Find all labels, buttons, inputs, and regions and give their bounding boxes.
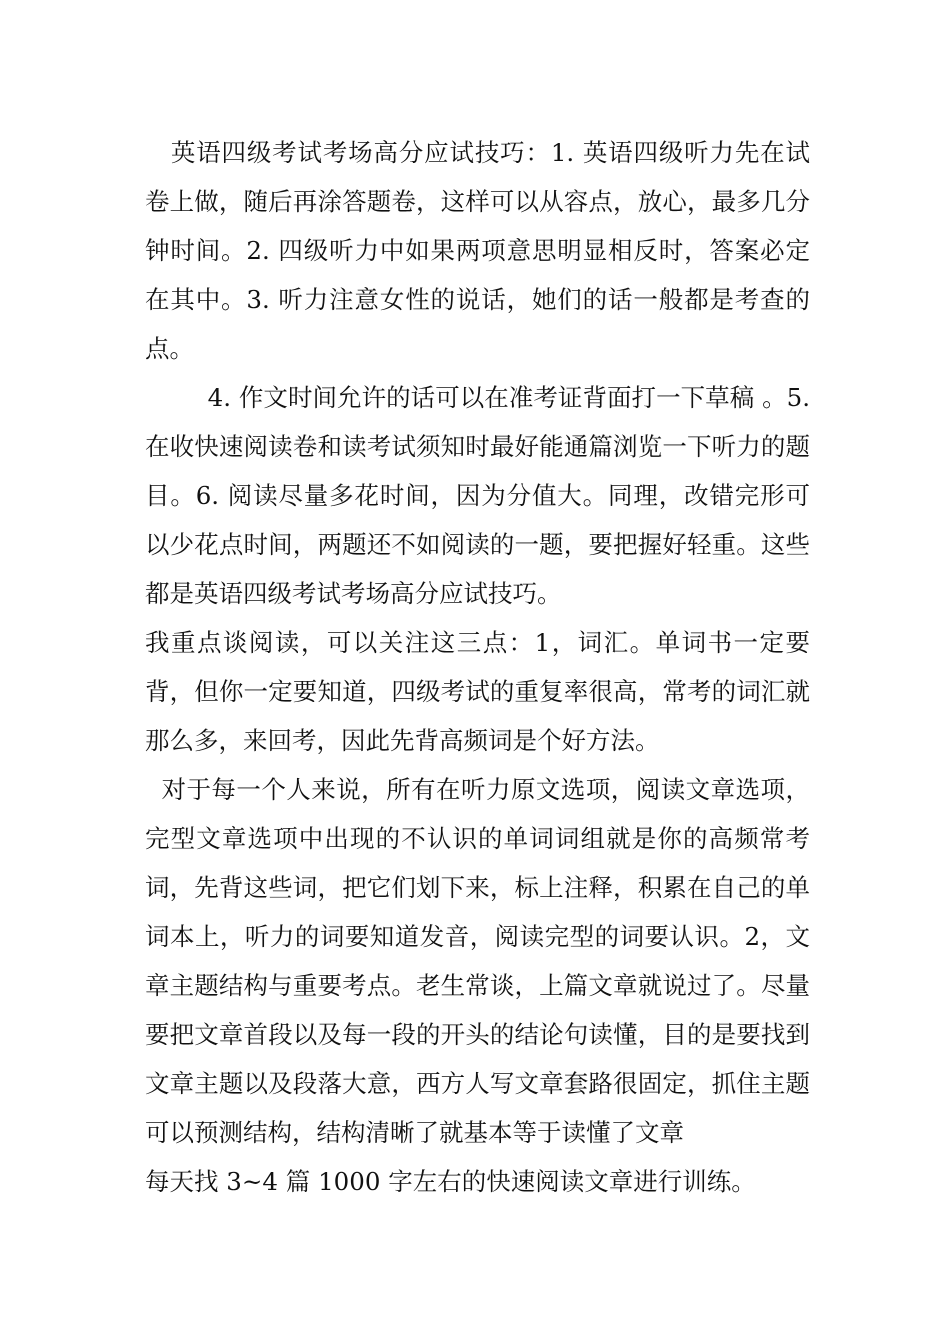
document-body <box>145 128 818 1206</box>
paragraph-exam-tips-1: 英语四级考试考场高分应试技巧：1. 英语四级听力先在试卷上做，随后再涂答题卷，这样可以从容点，放心，最多几分钟时间。2. 四级听力中如果两项意思明显相反时，答案必定在其中。3. 听力注意女性的说话，她们的话一般都是考查的点。 <box>145 138 810 363</box>
paragraph-reading-vocabulary: 我重点谈阅读，可以关注这三点：1，词汇。单词书一定要背，但你一定要知道，四级考试的重复率很高，常考的词汇就那么多，来回考，因此先背高频词是个好方法。 <box>145 628 810 755</box>
paragraph-high-frequency-words: 对于每一个人来说，所有在听力原文选项，阅读文章选项，完型文章选项中出现的不认识的单词词组就是你的高频常考词，先背这些词，把它们划下来，标上注释，积累在自己的单词本上，听力的词要知道发音，阅读完型的词要认识。2，文章主题结构与重要考点。老生常谈，上篇文章就说过了。尽量要把文章首段以及每一段的开头的结论句读懂，目的是要找到文章主题以及段落大意，西方人写文章套路很固定，抓住主题可以预测结构，结构清晰了就基本等于读懂了文章 <box>145 775 810 1147</box>
paragraph-exam-tips-2: 4. 作文时间允许的话可以在准考证背面打一下草稿 。5. 在收快速阅读卷和读考试须知时最好能通篇浏览一下听力的题目。6. 阅读尽量多花时间，因为分值大。同理，改错完形可以少花点时间，两题还不如阅读的一题，要把握好轻重。这些都是英语四级考试考场高分应试技巧。 <box>145 383 818 608</box>
paragraph-daily-training: 每天找 3~4 篇 1000 字左右的快速阅读文章进行训练。 <box>145 1167 756 1196</box>
